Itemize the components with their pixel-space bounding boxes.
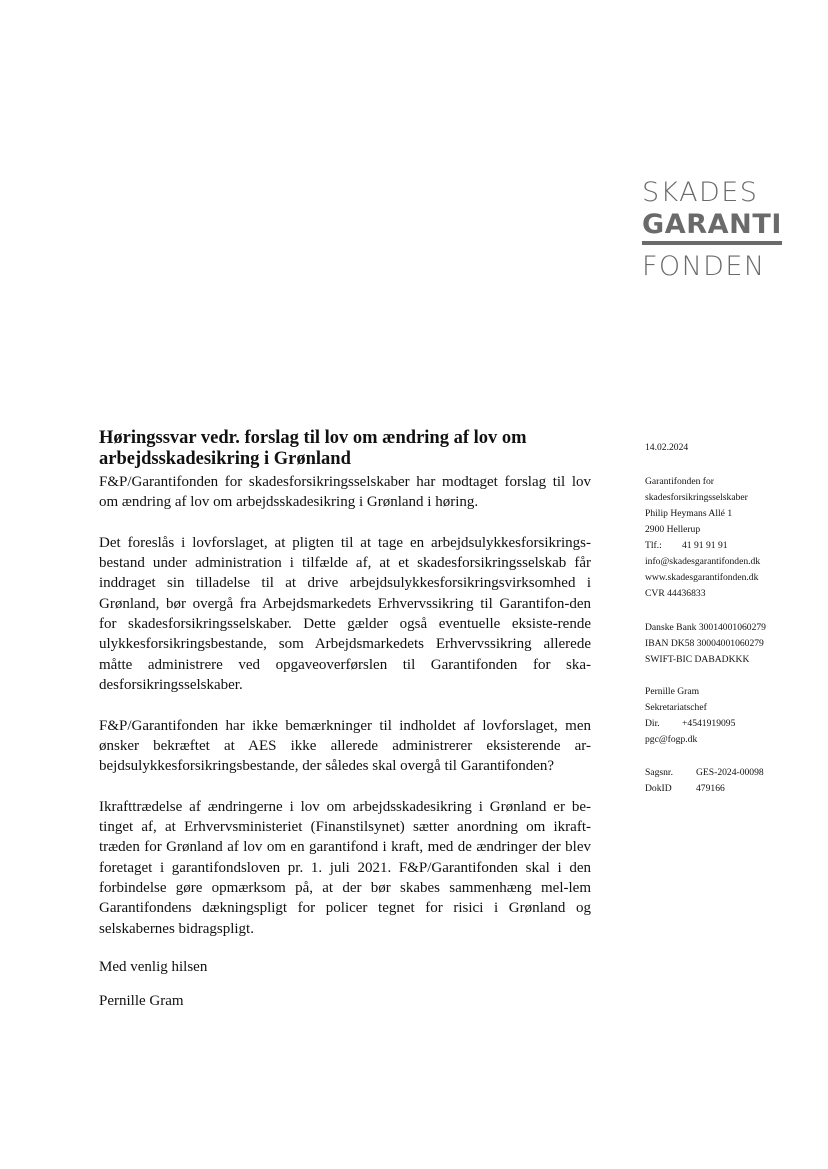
org-name-line2: skadesforsikringsselskaber — [645, 492, 748, 503]
doc-id-label: DokID — [645, 783, 672, 794]
bank-account: Danske Bank 30014001060279 — [645, 622, 766, 633]
contact-email: pgc@fogp.dk — [645, 734, 698, 745]
letter-date: 14.02.2024 — [645, 442, 689, 453]
letter-title: Høringssvar vedr. forslag til lov om ændring af lov om arbejdsskadesikring i Grønland — [99, 428, 527, 469]
iban: IBAN DK58 30004001060279 — [645, 638, 764, 649]
contact-title: Sekretariatschef — [645, 702, 707, 713]
letter-closing — [99, 957, 207, 1025]
direct-phone-label: Dir. — [645, 718, 660, 729]
body-paragraph: Ikrafttrædelse af ændringerne i lov om arbejdsskadesikring i Grønland er be-tinget af, at Erhvervsministeriet (Finanstilsynet) sætter anordning om ikraft-træden for Grønland af lov om en garantifond i kraft, med de ændringer der blev foretaget i garantifondsloven pr. 1. juli 2021. F&P/Garantifonden skal i den forbindelse gøre opmærksom på, at der bør skabes sammenhæng mel-lem Garantifondens dækningspligt for policer tegnet for risici i Grønland og selskabernes bidragspligt. — [99, 798, 591, 937]
phone-label: Tlf.: — [645, 540, 662, 551]
letter-body — [99, 472, 591, 959]
swift-code: SWIFT-BIC DABADKKK — [645, 654, 750, 665]
phone-number: 41 91 91 91 — [682, 540, 728, 551]
org-name-line1: Garantifonden for — [645, 476, 714, 487]
body-paragraph: F&P/Garantifonden for skadesforsikringsselskaber har modtaget forslag til lov om ændring af lov om arbejdsskadesikring i Grønland i høring. — [99, 474, 591, 511]
city-address: 2900 Hellerup — [645, 524, 701, 535]
direct-phone-number: +4541919095 — [682, 718, 736, 729]
doc-id: 479166 — [696, 783, 725, 794]
logo-line-garanti: GARANTI — [642, 210, 782, 245]
phone-row — [645, 538, 805, 554]
case-number: GES-2024-00098 — [696, 767, 764, 778]
email-address: info@skadesgarantifonden.dk — [645, 556, 761, 567]
case-reference-block — [645, 765, 805, 797]
contact-name: Pernille Gram — [645, 686, 700, 697]
doc-id-row — [645, 781, 805, 797]
cvr-number: CVR 44436833 — [645, 588, 706, 599]
closing-greeting: Med venlig hilsen — [99, 959, 208, 975]
bank-details-block — [645, 620, 805, 668]
direct-phone-row — [645, 716, 805, 732]
body-paragraph: F&P/Garantifonden har ikke bemærkninger til indholdet af lovforslaget, men ønsker bekræftet at AES ikke allerede administrerer eksisterende ar-bejdsulykkesforsikringsbestande, der således skal overgå til Garantifonden? — [99, 717, 591, 775]
company-logo — [642, 175, 792, 284]
logo-line-fonden: FONDEN — [642, 251, 766, 282]
contact-person-block — [645, 684, 805, 748]
street-address: Philip Heymans Allé 1 — [645, 508, 733, 519]
body-paragraph: Det foreslås i lovforslaget, at pligten til at tage en arbejdsulykkesforsikrings-bestand under administration i tilfælde af, at et skadesforsikringsselskab får inddraget sin tilladelse til at drive arbejdsulykkesforsikringsvirksomhed i Grønland, bør overgå fra Arbejdsmarkedets Erhvervssikring til Garantifon-den for skadesforsikringsselskaber. Dette gælder også eventuelle eksiste-rende ulykkesforsikringsbestande, som Arbejdsmarkedets Erhvervssikring allerede måtte administrere ved opgaveoverførslen til Garantifonden for ska-desforsikringsselskaber. — [99, 534, 591, 693]
sender-address-block — [645, 474, 805, 602]
logo-line-skades: SKADES — [642, 177, 759, 208]
case-number-row — [645, 765, 805, 781]
case-number-label: Sagsnr. — [645, 767, 673, 778]
signature-name: Pernille Gram — [99, 993, 184, 1009]
website: www.skadesgarantifonden.dk — [645, 572, 759, 583]
